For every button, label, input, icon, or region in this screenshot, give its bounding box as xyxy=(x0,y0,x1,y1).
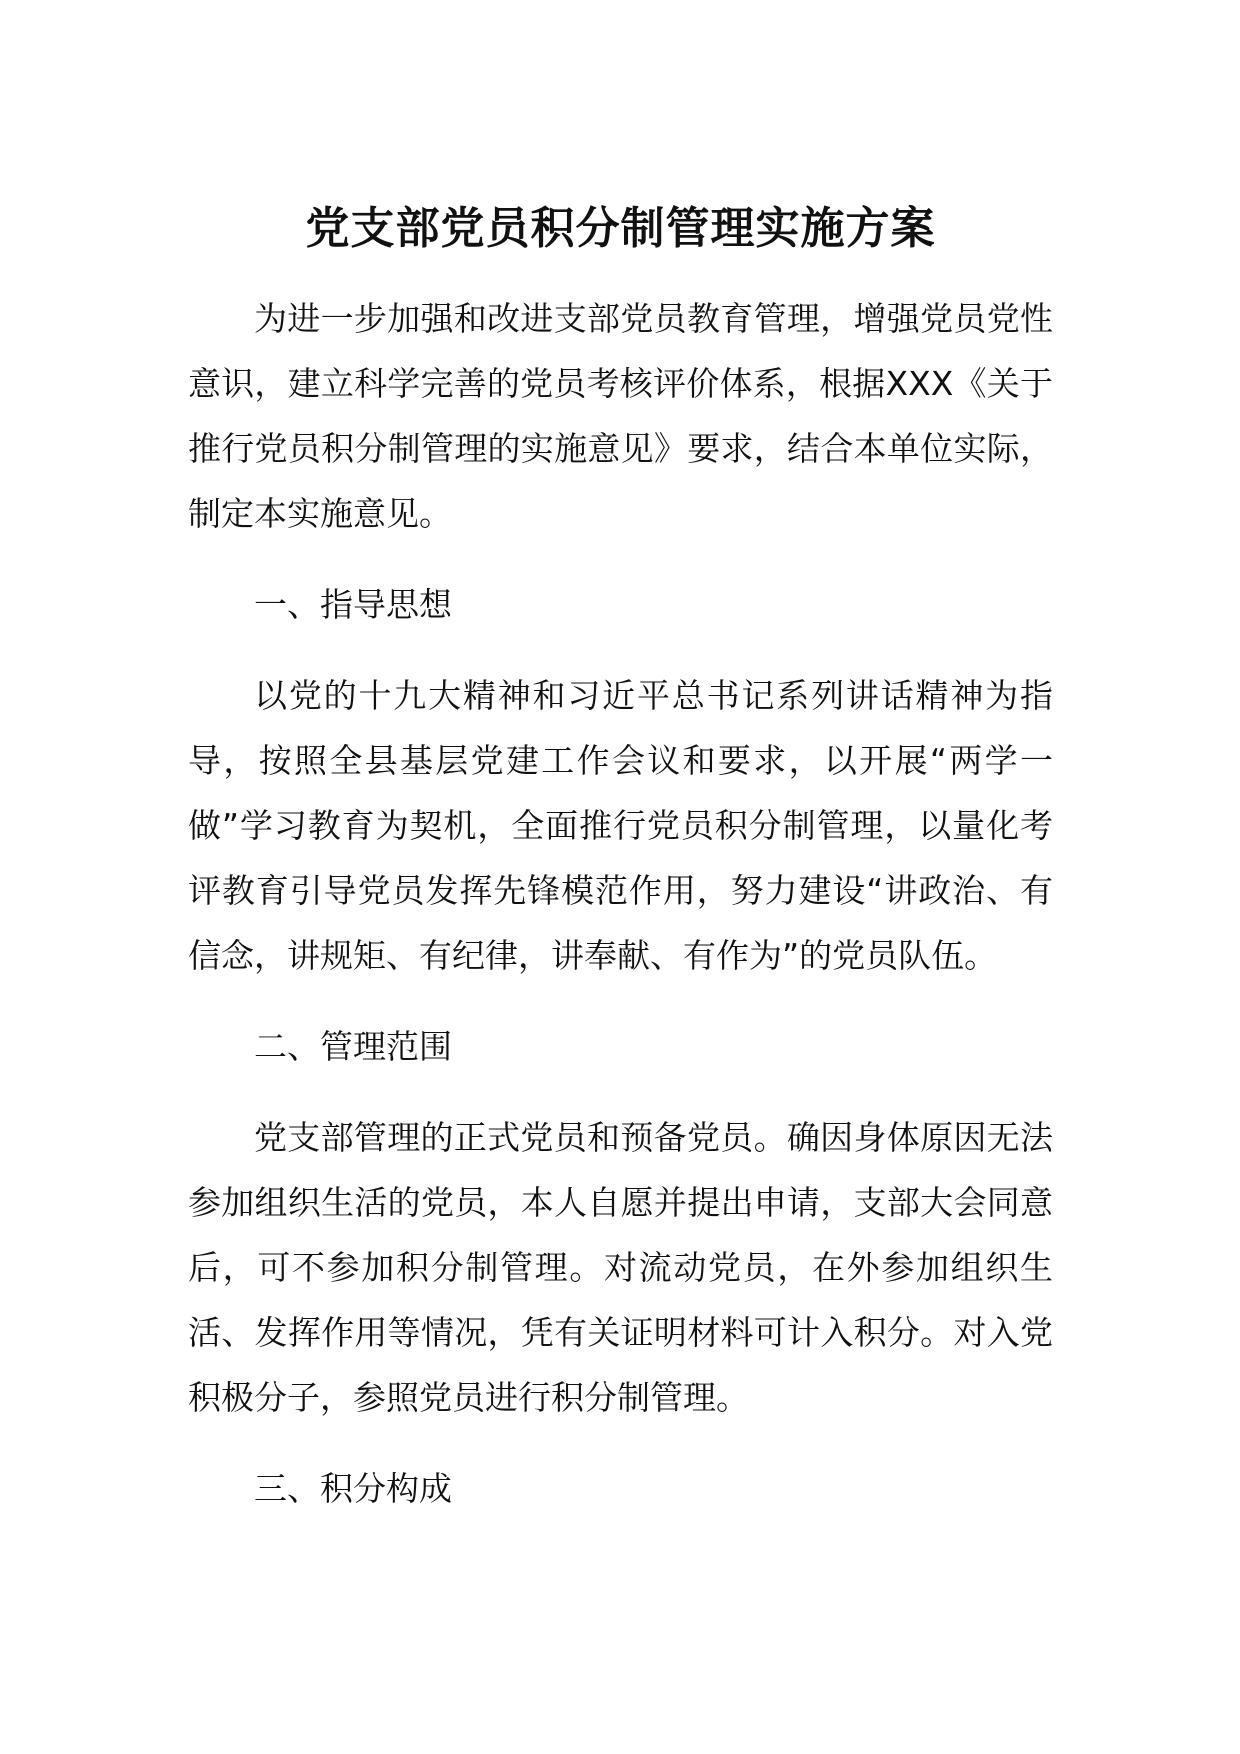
document-title: 党支部党员积分制管理实施方案 xyxy=(305,203,936,254)
section-heading-guiding-ideology: 一、指导思想 xyxy=(254,585,452,624)
section-heading-management-scope: 二、管理范围 xyxy=(254,1027,452,1066)
document-body xyxy=(188,196,1053,1521)
section-body-guiding-ideology: 以党的十九大精神和习近平总书记系列讲话精神为指导，按照全县基层党建工作会议和要求，以开展“两学一做”学习教育为契机，全面推行党员积分制管理，以量化考评教育引导党员发挥先锋模范作用，努力建设“讲政治、有信念，讲规矩、有纪律，讲奉献、有作为”的党员队伍。 xyxy=(188,676,1053,975)
section-body-management-scope: 党支部管理的正式党员和预备党员。确因身体原因无法参加组织生活的党员，本人自愿并提出申请，支部大会同意后，可不参加积分制管理。对流动党员，在外参加组织生活、发挥作用等情况，凭有关证明材料可计入积分。对入党积极分子，参照党员进行积分制管理。 xyxy=(188,1118,1053,1417)
intro-paragraph: 为进一步加强和改进支部党员教育管理，增强党员党性意识，建立科学完善的党员考核评价体系，根据XXX《关于推行党员积分制管理的实施意见》要求，结合本单位实际，制定本实施意见。 xyxy=(188,299,1053,533)
section-heading-points-composition: 三、积分构成 xyxy=(254,1469,452,1508)
